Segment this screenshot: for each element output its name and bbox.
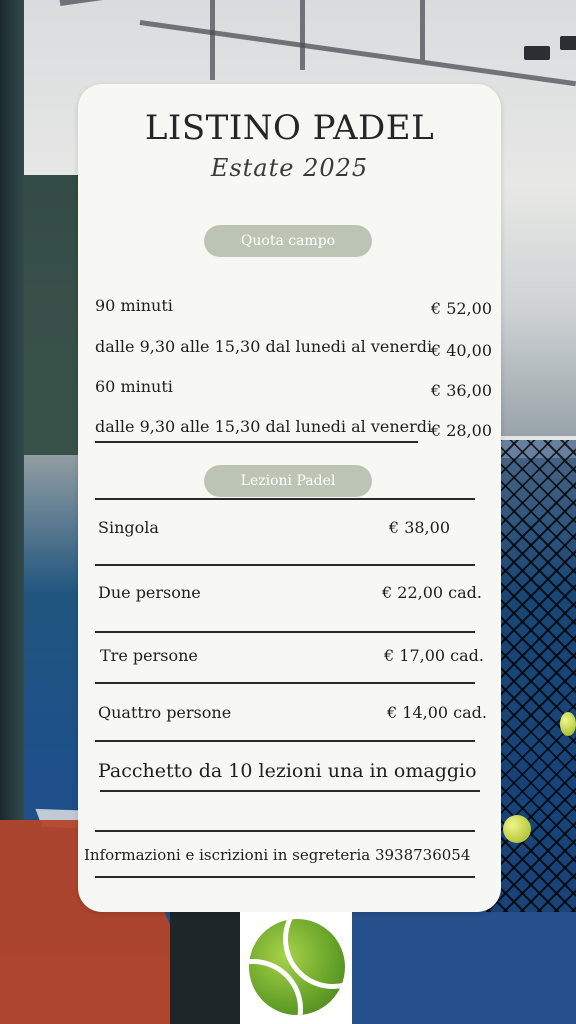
divider <box>95 876 475 878</box>
tennis-ball-logo-icon <box>240 912 352 1024</box>
divider <box>95 498 475 500</box>
lesson-row-label: Singola <box>98 518 159 537</box>
divider <box>95 830 475 832</box>
lesson-row-label: Quattro persone <box>98 703 232 722</box>
page-title: LISTINO PADEL <box>144 108 435 148</box>
divider <box>95 631 475 633</box>
court-row-label: dalle 9,30 alle 15,30 dal lunedi al venerdi <box>95 417 433 436</box>
contact-info: Informazioni e iscrizioni in segreteria 3938736054 <box>84 846 471 864</box>
court-row-price: € 52,00 <box>430 299 492 318</box>
divider <box>95 441 418 443</box>
divider <box>95 564 475 566</box>
price-list-card <box>78 84 501 912</box>
court-row-label: dalle 9,30 alle 15,30 dal lunedi al venerdi <box>95 337 433 356</box>
court-row-price: € 40,00 <box>430 341 492 360</box>
lesson-row-label: Due persone <box>98 583 201 602</box>
package-offer: Pacchetto da 10 lezioni una in omaggio <box>98 760 477 782</box>
court-row-label: 90 minuti <box>95 296 173 315</box>
lesson-row-label: Tre persone <box>100 646 198 665</box>
lesson-row-price: € 22,00 cad. <box>382 583 482 602</box>
section-lessons-label: Lezioni Padel <box>204 465 372 497</box>
court-row-price: € 36,00 <box>430 381 492 400</box>
lesson-row-price: € 38,00 <box>388 518 450 537</box>
section-court-label: Quota campo <box>204 225 372 257</box>
page-subtitle: Estate 2025 <box>210 154 369 182</box>
divider <box>95 740 475 742</box>
court-row-price: € 28,00 <box>430 421 492 440</box>
court-row-label: 60 minuti <box>95 377 173 396</box>
lesson-row-price: € 14,00 cad. <box>387 703 487 722</box>
divider <box>95 682 475 684</box>
divider <box>100 790 480 792</box>
lesson-row-price: € 17,00 cad. <box>384 646 484 665</box>
